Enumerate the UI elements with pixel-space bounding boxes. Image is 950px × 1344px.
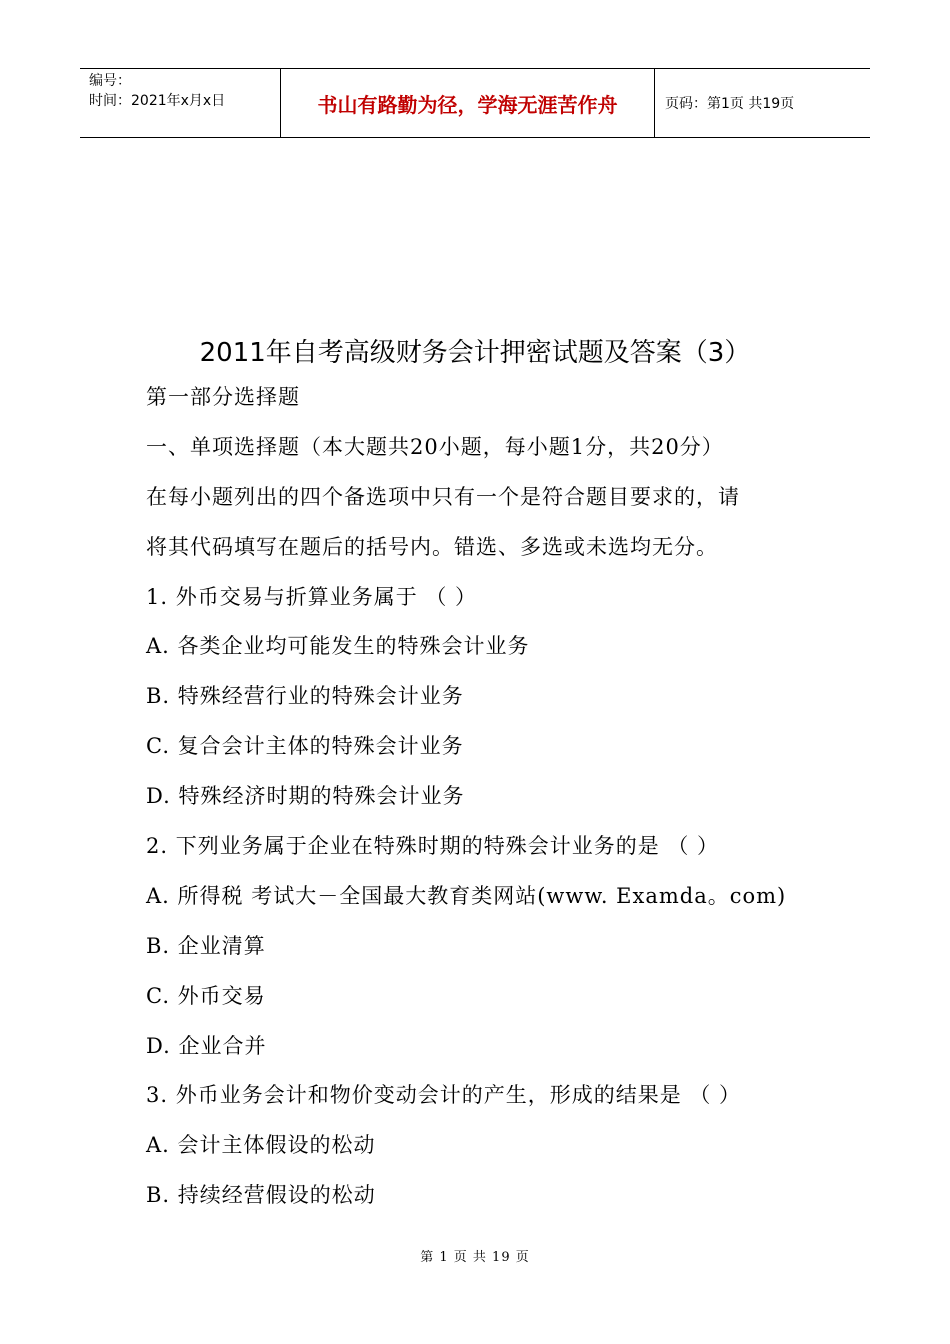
question-1: 1. 外币交易与折算业务属于 （ ） [146, 584, 478, 609]
question-2: 2. 下列业务属于企业在特殊时期的特殊会计业务的是 （ ） [146, 834, 720, 859]
page-footer: 第 1 页 共 19 页 [420, 1250, 530, 1265]
option-line: C. 外币交易 [146, 983, 266, 1008]
instructions-line: 在每小题列出的四个备选项中只有一个是符合题目要求的，请 [146, 484, 740, 509]
option-line: A. 所得税 考试大－全国最大教育类网站(www. Examda。com) [146, 883, 787, 908]
document-title: 2011年自考高级财务会计押密试题及答案（3） [199, 338, 751, 368]
option-line: B. 持续经营假设的松动 [146, 1183, 376, 1208]
question-3: 3. 外币业务会计和物价变动会计的产生，形成的结果是 （ ） [146, 1083, 742, 1108]
instructions-line: 将其代码填写在题后的括号内。错选、多选或未选均无分。 [146, 534, 718, 559]
header-page-info: 页码：第1页 共19页 [665, 96, 795, 112]
page-header [80, 68, 870, 138]
question-type-heading: 一、单项选择题（本大题共20小题，每小题1分，共20分） [146, 434, 724, 459]
header-meta [80, 69, 281, 137]
option-line: A. 会计主体假设的松动 [146, 1133, 376, 1158]
option-line: B. 特殊经营行业的特殊会计业务 [146, 684, 464, 709]
option-line: B. 企业清算 [146, 933, 266, 958]
document-body [146, 377, 826, 1225]
option-line: D. 特殊经济时期的特殊会计业务 [146, 784, 465, 809]
code-label: 编号： [89, 73, 131, 89]
header-motto: 书山有路勤为径，学海无涯苦作舟 [281, 69, 655, 137]
option-line: A. 各类企业均可能发生的特殊会计业务 [146, 634, 530, 659]
option-line: C. 复合会计主体的特殊会计业务 [146, 734, 464, 759]
time-label: 时间：2021年x月x日 [89, 93, 226, 109]
section-heading: 第一部分选择题 [146, 385, 300, 409]
option-line: D. 企业合并 [146, 1033, 267, 1058]
